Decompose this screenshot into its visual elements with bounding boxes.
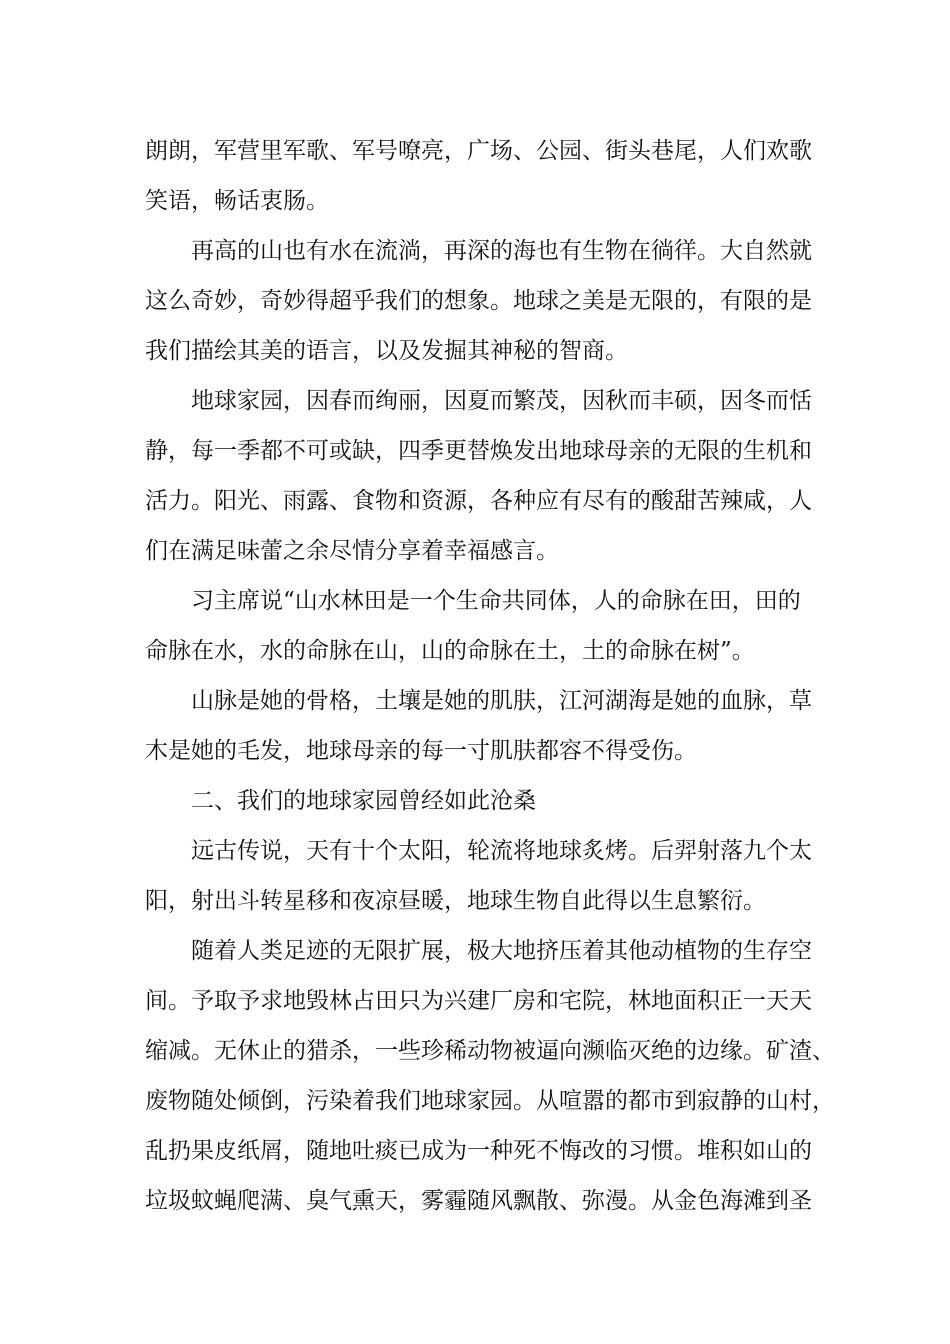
text-line: 垃圾蚊蝇爬满、臭气熏天，雾霾随风飘散、弥漫。从金色海滩到圣 xyxy=(145,1188,812,1214)
paragraph-start-line: 地球家园，因春而绚丽，因夏而繁茂，因秋而丰硕，因冬而恬 xyxy=(191,388,812,414)
paragraph-start-line: 山脉是她的骨格，土壤是她的肌肤，江河湖海是她的血脉，草 xyxy=(191,688,812,714)
text-line: 阳，射出斗转星移和夜凉昼暖，地球生物自此得以生息繁衍。 xyxy=(145,888,766,914)
text-line: 活力。阳光、雨露、食物和资源，各种应有尽有的酸甜苦辣咸，人 xyxy=(145,488,812,514)
section-heading: 二、我们的地球家园曾经如此沧桑 xyxy=(191,788,536,814)
text-line: 乱扔果皮纸屑，随地吐痰已成为一种死不悔改的习惯。堆积如山的 xyxy=(145,1138,812,1164)
paragraph-start-line: 习主席说“山水林田是一个生命共同体，人的命脉在田，田的 xyxy=(191,588,801,614)
text-line: 间。予取予求地毁林占田只为兴建厂房和宅院，林地面积正一天天 xyxy=(145,988,812,1014)
text-line: 朗朗，军营里军歌、军号嘹亮，广场、公园、街头巷尾，人们欢歌 xyxy=(145,138,812,164)
paragraph-start-line: 再高的山也有水在流淌，再深的海也有生物在徜徉。大自然就 xyxy=(191,238,812,264)
text-line: 们在满足味蕾之余尽情分享着幸福感言。 xyxy=(145,538,559,564)
text-line: 废物随处倾倒，污染着我们地球家园。从喧嚣的都市到寂静的山村， xyxy=(145,1088,835,1114)
text-line: 我们描绘其美的语言，以及发掘其神秘的智商。 xyxy=(145,338,628,364)
text-line: 静，每一季都不可或缺，四季更替焕发出地球母亲的无限的生机和 xyxy=(145,438,812,464)
text-line: 缩减。无休止的猎杀，一些珍稀动物被逼向濒临灭绝的边缘。矿渣、 xyxy=(145,1038,835,1064)
text-line: 笑语，畅话衷肠。 xyxy=(145,188,329,214)
text-line: 木是她的毛发，地球母亲的每一寸肌肤都容不得受伤。 xyxy=(145,738,697,764)
paragraph-start-line: 远古传说，天有十个太阳，轮流将地球炙烤。后羿射落九个太 xyxy=(191,838,812,864)
text-line: 这么奇妙，奇妙得超乎我们的想象。地球之美是无限的，有限的是 xyxy=(145,288,812,314)
text-line: 命脉在水，水的命脉在山，山的命脉在土，土的命脉在树”。 xyxy=(145,638,755,664)
paragraph-start-line: 随着人类足迹的无限扩展，极大地挤压着其他动植物的生存空 xyxy=(191,938,812,964)
